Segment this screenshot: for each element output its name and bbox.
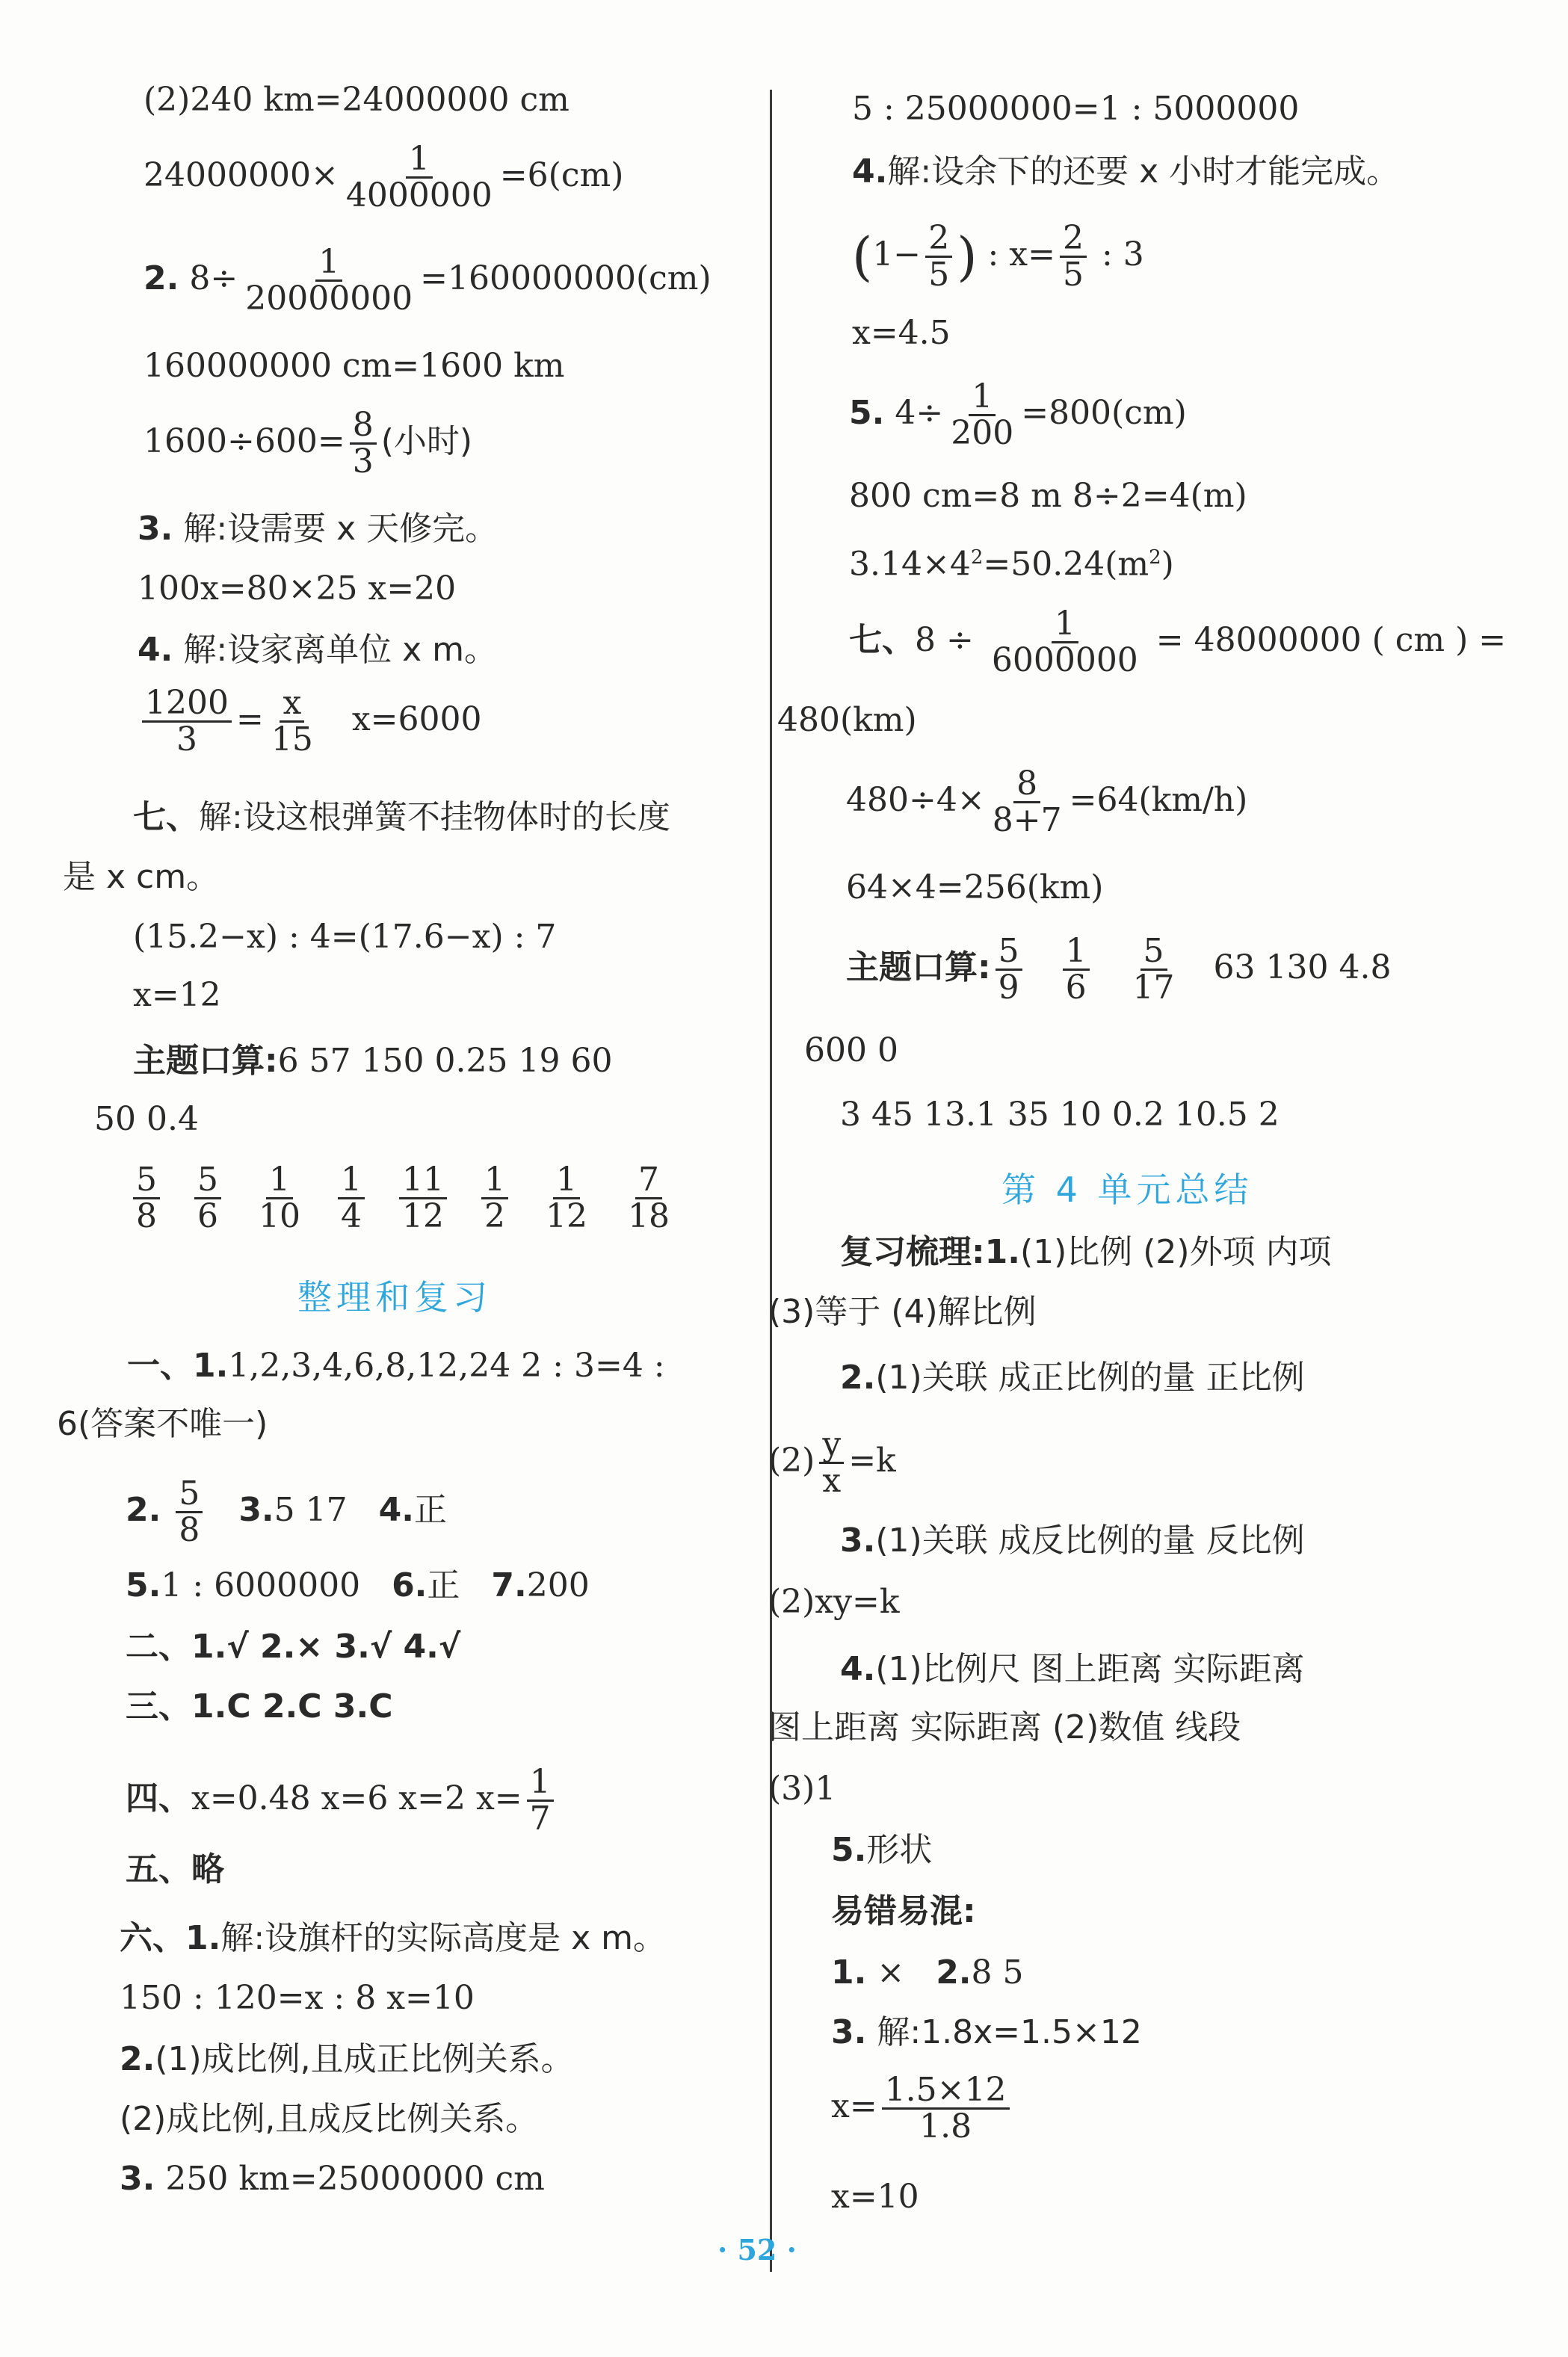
answer-line: (15.2−x) : 4=(17.6−x) : 7 [133,918,557,956]
section-heading: 第 4 单元总结 [1001,1170,1253,1210]
answer-line: 四、x=0.48 x=6 x=2 x= $\frac{1}{7}$ [126,1765,558,1836]
answer-line: 是 x cm。 [63,858,220,896]
answer-line: 64×4=256(km) [846,868,1104,906]
answer-line: 800 cm=8 m 8÷2=4(m) [849,477,1247,515]
answer-line: 50 0.4 [94,1100,199,1138]
answer-line: 3. 解:1.8x=1.5×12 [831,2013,1142,2051]
answer-line: $\frac{1200}{3}$ = $\frac{x}{15}$ x=6000 [138,686,482,757]
right-column [762,0,1568,2242]
answer-line: 3. 解:设需要 x 天修完。 [138,510,499,548]
fraction-row: $\frac{5}{8}$ $\frac{5}{6}$ $\frac{1}{10}$ $\frac{1}{4}$ $\frac{11}{12}$ $\frac{1}{2}$ $\frac{1}{12}$ $\frac{7}{18}$ [129,1163,677,1234]
answer-line: 5.形状 [831,1831,933,1869]
answer-line: 4. 解:设家离单位 x m。 [138,631,498,669]
answer-line: $3.14\times 4^2=50.24(m^2)$ [849,545,1174,584]
answer-line: 1600÷600= $\frac{8}{3}$ (小时) [143,406,473,481]
answer-line: 易错易混: [831,1892,976,1930]
answer-line: 七、解:设这根弹簧不挂物体时的长度 [133,798,670,836]
answer-line: (2)240 km=24000000 cm [143,81,570,119]
answer-line: 160000000 cm=1600 km [143,347,565,385]
answer-line: 5 : 25000000=1 : 5000000 [852,90,1300,128]
answer-line: 主题口算: $\frac{5}{9}$ $\frac{1}{6}$ $\frac{5}{17}$ 63 130 4.8 [846,932,1392,1007]
answer-line: 100x=80×25 x=20 [138,569,457,608]
answer-line: x= $\frac{1.5\times 12}{1.8}$ [831,2073,1014,2144]
answer-line: x=4.5 [852,314,951,352]
answer-line: 一、1.1,2,3,4,6,8,12,24 2 : 3=4 : [127,1347,665,1385]
answer-line: 6(答案不唯一) [57,1405,268,1443]
answer-line: (2) $\frac{y}{x}$ =k [768,1425,896,1500]
answer-line: 600 0 [804,1031,898,1069]
answer-line: 4.(1)比例尺 图上距离 实际距离 [840,1650,1305,1688]
answer-line: (1− $\frac{2}{5}$ ) : x= $\frac{2}{5}$ : 3 [852,219,1144,294]
answer-line: 3. 250 km=25000000 cm [120,2160,545,2198]
answer-line: 2.(1)成比例,且成正比例关系。 [120,2040,574,2078]
answer-line: 复习梳理:1.(1)比例 (2)外项 内项 [840,1233,1332,1271]
answer-line: 图上距离 实际距离 (2)数值 线段 [768,1708,1241,1746]
answer-line: 5. 4÷ $\frac{1}{200}$ =800(cm) [849,377,1187,452]
answer-line: 1. × 2.8 5 [831,1953,1024,1992]
section-heading: 整理和复习 [297,1277,492,1317]
answer-line: 5.1 : 6000000 6.正 7.200 [126,1566,590,1604]
answer-line: (3)1 [768,1770,836,1808]
answer-line: 主题口算:6 57 150 0.25 19 60 [133,1042,613,1080]
answer-line: x=10 [831,2178,919,2216]
answer-line: 二、1.√ 2.× 3.√ 4.√ [126,1628,461,1666]
answer-line: 三、1.C 2.C 3.C [126,1687,393,1726]
answer-line: 3.(1)关联 成反比例的量 反比例 [840,1522,1305,1560]
answer-line: 150 : 120=x : 8 x=10 [120,1979,475,2017]
answer-line: 2. $\frac{5}{8}$ 3.5 17 4.正 [126,1474,447,1549]
answer-line: 3 45 13.1 35 10 0.2 10.5 2 [840,1096,1280,1134]
answer-line: 五、略 [126,1850,224,1888]
answer-line: (2)成比例,且成反比例关系。 [120,2100,539,2138]
answer-line: 2.(1)关联 成正比例的量 正比例 [840,1359,1305,1397]
page-number: · 52 · [717,2233,797,2267]
answer-line: 六、1.解:设旗杆的实际高度是 x m。 [120,1919,667,1957]
answer-line: (3)等于 (4)解比例 [768,1293,1037,1331]
answer-line: x=12 [133,976,221,1014]
answer-line: 480(km) [777,701,917,739]
answer-line: 2. 8÷ $\frac{1}{20000000}$ =160000000(cm) [143,243,712,318]
answer-line: 4.解:设余下的还要 x 小时才能完成。 [852,152,1400,191]
answer-line: 480÷4× $\frac{8}{8+7}$ =64(km/h) [846,764,1248,839]
answer-line: 24000000× $\frac{1}{4000000}$ =6(cm) [143,140,624,214]
answer-line: (2)xy=k [768,1583,900,1621]
left-column [0,0,755,2242]
answer-line: 七、8 ÷ $\frac{1}{6000000}$ = 48000000 ( cm ) = [849,605,1507,679]
